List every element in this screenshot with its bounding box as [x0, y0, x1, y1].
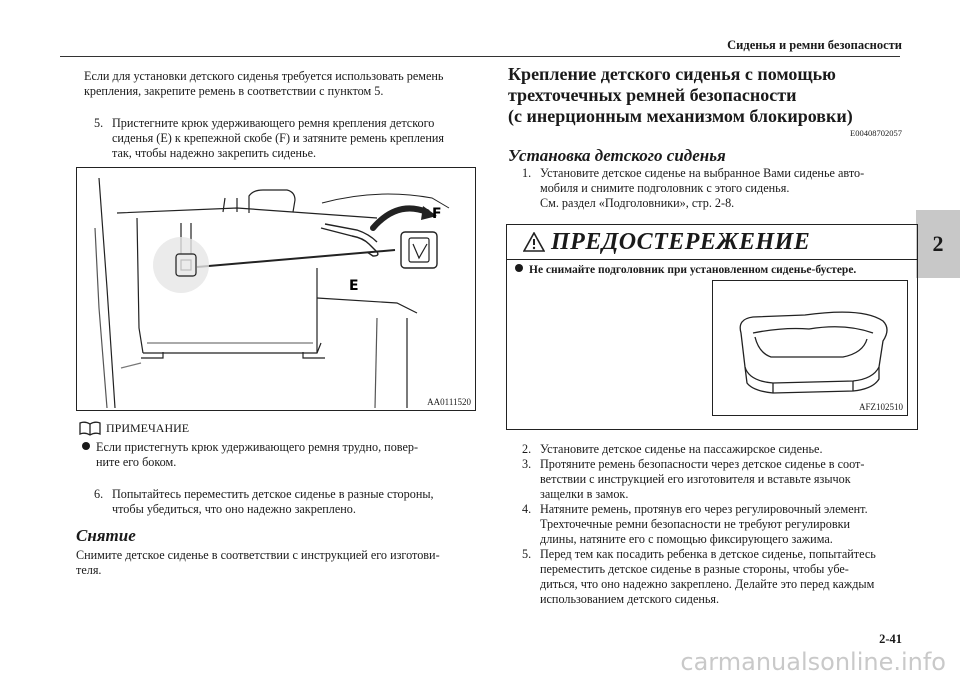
removal-heading: Снятие [76, 526, 136, 545]
step-5-left [94, 116, 494, 161]
step-6 [94, 487, 494, 517]
section-title-line: Крепление детского сиденья с помощью [508, 64, 836, 84]
booster-seat-illustration [713, 281, 907, 415]
note-header [78, 420, 498, 436]
step-line: Перед тем как посадить ребенка в детское сиденье, попытайтесь [540, 547, 876, 561]
step-text [540, 166, 864, 211]
step-number: 6. [94, 487, 104, 501]
step-text [540, 502, 868, 547]
warning-title: ПРЕДОСТЕРЕЖЕНИЕ [551, 228, 811, 255]
section-title-line: трехточечных ремней безопасности [508, 85, 797, 105]
figure-code: AA0111520 [427, 397, 471, 407]
step-2 [522, 442, 922, 457]
step-line: переместить детское сиденье в разные стороны, чтобы убе- [540, 562, 849, 576]
intro-line: Если для установки детского сиденья требуется использовать ремень [84, 69, 444, 83]
step-line: ветствии с инструкцией его изготовителя и вставьте язычок [540, 472, 851, 486]
section-title [508, 64, 908, 127]
steps-list [522, 442, 922, 607]
removal-line: Снимите детское сиденье в соответствии с инструкцией его изготови- [76, 548, 440, 562]
note-book-icon [78, 420, 102, 436]
warning-box [506, 224, 918, 430]
bullet-icon [515, 264, 523, 272]
removal-line: теля. [76, 563, 102, 577]
step-line: диться, что оно надежно закреплено. Делайте это перед каждым [540, 577, 875, 591]
step-line: сиденья (E) к крепежной скобе (F) и затяните ремень крепления [112, 131, 444, 145]
step-line: Трехточечные ремни безопасности не требуют регулировки [540, 517, 851, 531]
step-line: чтобы убедиться, что оно надежно закреплено. [112, 502, 356, 516]
warning-text [507, 260, 917, 276]
step-number: 5. [94, 116, 104, 130]
step-number: 2. [522, 442, 532, 456]
seat-illustration [77, 168, 475, 410]
step-line: Пристегните крюк удерживающего ремня крепления детского [112, 116, 435, 130]
step-number: 4. [522, 502, 532, 516]
removal-section [76, 526, 496, 578]
intro-line: крепления, закрепите ремень в соответствии с пунктом 5. [84, 84, 384, 98]
bullet-icon [82, 442, 90, 450]
booster-seat-figure [712, 280, 908, 416]
step-line: длины, натяните его с помощью фиксирующего зажима. [540, 532, 833, 546]
step-line: так, чтобы надежно закрепить сиденье. [112, 146, 317, 160]
step-text [540, 457, 864, 502]
step-1 [522, 166, 912, 211]
step-text [540, 442, 823, 457]
step-line: защелки в замок. [540, 487, 629, 501]
step-line: Протяните ремень безопасности через детское сиденье в соот- [540, 457, 865, 471]
step-3 [522, 457, 922, 502]
note-line: ните его боком. [96, 455, 177, 469]
label-f: F [432, 206, 442, 222]
step-line: использованием детского сиденья. [540, 592, 720, 606]
step-5-right [522, 547, 922, 607]
install-heading: Установка детского сиденья [508, 146, 726, 165]
step-number: 5. [522, 547, 532, 561]
section-title-line: (с инерционным механизмом блокировки) [508, 106, 853, 126]
step-line: См. раздел «Подголовники», стр. 2-8. [540, 196, 735, 210]
step-text [112, 116, 444, 161]
warning-header [507, 225, 917, 260]
note-line: Если пристегнуть крюк удерживающего ремня трудно, повер- [96, 440, 419, 454]
doc-code: E00408702057 [850, 128, 902, 138]
step-line: мобиля и снимите подголовник с этого сиденья. [540, 181, 790, 195]
warning-triangle-icon [523, 232, 545, 252]
step-line: Натяните ремень, протянув его через регулировочный элемент. [540, 502, 868, 516]
intro-paragraph [84, 69, 494, 99]
step-number: 3. [522, 457, 532, 471]
removal-text [76, 548, 496, 578]
chapter-number: 2 [932, 231, 944, 256]
step-line: Установите детское сиденье на выбранное Вами сиденье авто- [540, 166, 865, 180]
watermark: carmanualsonline.info [680, 648, 946, 676]
header-rule [60, 56, 900, 57]
label-e: E [349, 278, 359, 294]
running-header: Сиденья и ремни безопасности [727, 38, 902, 52]
step-text [540, 547, 876, 607]
page-number: 2-41 [879, 632, 902, 646]
note-heading: ПРИМЕЧАНИЕ [106, 420, 190, 435]
chapter-tab [916, 210, 960, 278]
note-block [78, 420, 498, 470]
step-line: Попытайтесь переместить детское сиденье в разные стороны, [112, 487, 434, 501]
step-4 [522, 502, 922, 547]
step-text [112, 487, 434, 517]
step-line: Установите детское сиденье на пассажирское сиденье. [540, 442, 823, 456]
tether-anchor-figure [76, 167, 476, 411]
warning-line: Не снимайте подголовник при установленном сиденье-бустере. [529, 264, 857, 276]
step-number: 1. [522, 166, 532, 180]
figure-code: AFZ102510 [858, 402, 903, 412]
note-bullet [82, 440, 498, 470]
